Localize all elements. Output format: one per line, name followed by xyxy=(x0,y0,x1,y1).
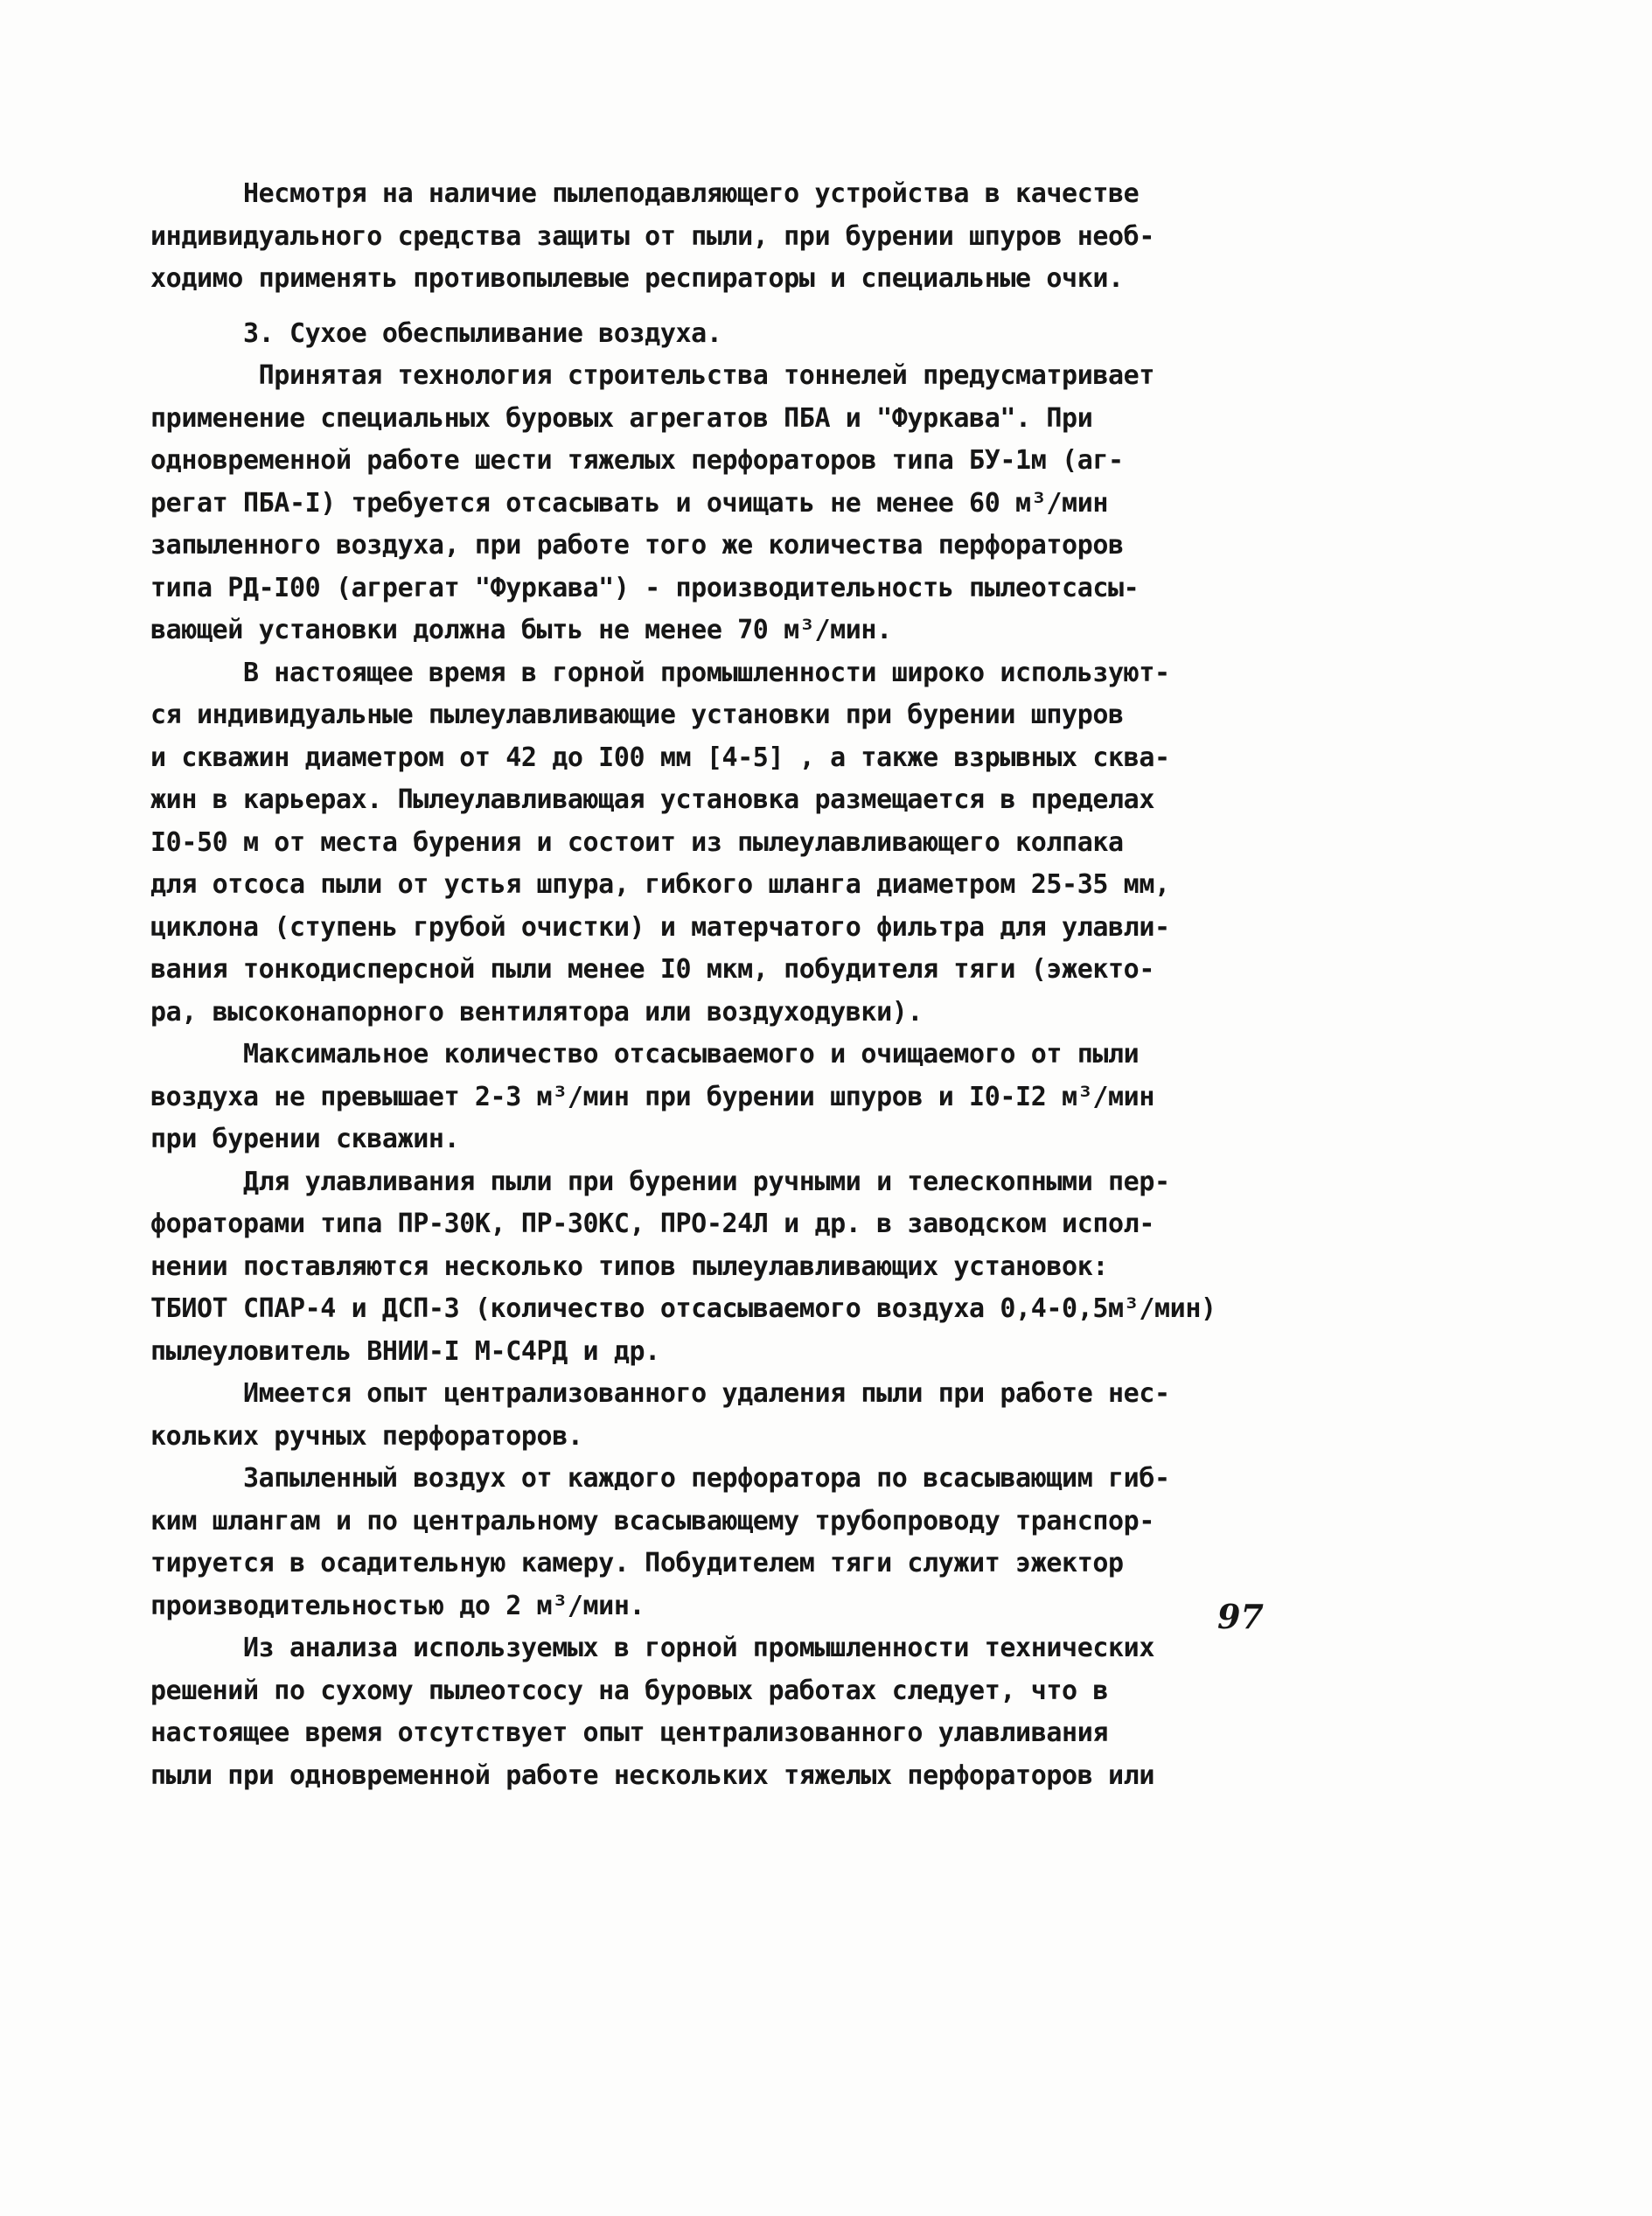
text-line: Принятая технология строительства тоннелей предусматривает xyxy=(150,360,1154,391)
text-line: решений по сухому пылеотсосу на буровых работах следует, что в xyxy=(150,1675,1109,1706)
text-line: тируется в осадительную камеру. Побудителем тяги служит эжектор xyxy=(150,1548,1124,1578)
text-line: кольких ручных перфораторов. xyxy=(150,1420,583,1452)
text-line: настоящее время отсутствует опыт централизованного улавливания xyxy=(150,1718,1109,1748)
body-text xyxy=(150,173,1322,1797)
heading-line: 3. Сухое обеспыливание воздуха. xyxy=(150,317,722,349)
text-line: при бурении скважин. xyxy=(150,1124,460,1154)
text-line: одновременной работе шести тяжелых перфораторов типа БУ-1м (аг- xyxy=(150,445,1124,476)
page-number: 97 xyxy=(1217,1597,1264,1636)
text-line: Запыленный воздух от каждого перфоратора по всасывающим гиб- xyxy=(150,1463,1170,1494)
text-line: и скважин диаметром от 42 до I00 мм [4-5] , а также взрывных сква- xyxy=(150,742,1170,773)
text-line: воздуха не превышает 2-3 м³/мин при бурении шпуров и I0-I2 м³/мин xyxy=(150,1081,1154,1112)
paragraph xyxy=(150,1627,1322,1797)
text-line: Имеется опыт централизованного удаления пыли при работе нес- xyxy=(150,1378,1170,1409)
paragraph xyxy=(150,173,1322,301)
text-line: Несмотря на наличие пылеподавляющего устройства в качестве xyxy=(150,178,1140,209)
text-line: регат ПБА-I) требуется отсасывать и очищать не менее 60 м³/мин xyxy=(150,487,1109,519)
text-line: применение специальных буровых агрегатов ПБА и "Фуркава". При xyxy=(150,402,1093,434)
text-line: ТБИОТ СПАР-4 и ДСП-3 (количество отсасываемого воздуха 0,4-0,5м³/мин) xyxy=(150,1293,1216,1324)
text-line: Максимальное количество отсасываемого и очищаемого от пыли xyxy=(150,1039,1140,1070)
paragraph-gap xyxy=(150,301,1322,313)
text-line: ся индивидуальные пылеулавливающие установки при бурении шпуров xyxy=(150,700,1124,730)
text-line: циклона (ступень грубой очистки) и матерчатого фильтра для улавли- xyxy=(150,911,1170,943)
paragraph xyxy=(150,355,1322,652)
text-line: Из анализа используемых в горной промышленности технических xyxy=(150,1633,1154,1663)
paragraph xyxy=(150,652,1322,1035)
paragraph xyxy=(150,1161,1322,1374)
text-line: запыленного воздуха, при работе того же количества перфораторов xyxy=(150,530,1124,561)
text-line: ра, высоконапорного вентилятора или воздуходувки). xyxy=(150,996,924,1028)
text-line: пылеуловитель ВНИИ-I М-С4РД и др. xyxy=(150,1335,660,1367)
text-line: ходимо применять противопылевые респираторы и специальные очки. xyxy=(150,263,1124,294)
text-line: нении поставляются несколько типов пылеулавливающих установок: xyxy=(150,1251,1109,1282)
text-line: жин в карьерах. Пылеулавливающая установка размещается в пределах xyxy=(150,784,1154,815)
text-line: В настоящее время в горной промышленности широко используют- xyxy=(150,657,1170,688)
text-line: ким шлангам и по центральному всасывающему трубопроводу транспор- xyxy=(150,1505,1154,1537)
text-line: для отсоса пыли от устья шпура, гибкого шланга диаметром 25-35 мм, xyxy=(150,869,1170,900)
text-line: пыли при одновременной работе нескольких тяжелых перфораторов или xyxy=(150,1760,1154,1791)
text-line: I0-50 м от места бурения и состоит из пылеулавливающего колпака xyxy=(150,826,1124,858)
text-line: фораторами типа ПР-30К, ПР-30КС, ПРО-24Л и др. в заводском испол- xyxy=(150,1209,1154,1239)
text-line: типа РД-I00 (агрегат "Фуркава") - производительность пылеотсасы- xyxy=(150,572,1140,603)
text-line: вающей установки должна быть не менее 70 м³/мин. xyxy=(150,615,892,645)
text-line: производительностью до 2 м³/мин. xyxy=(150,1590,645,1621)
text-line: Для улавливания пыли при бурении ручными и телескопными пер- xyxy=(150,1166,1170,1197)
text-line: индивидуального средства защиты от пыли, при бурении шпуров необ- xyxy=(150,220,1154,252)
paragraph xyxy=(150,1034,1322,1161)
paragraph xyxy=(150,1458,1322,1627)
paragraph xyxy=(150,1373,1322,1458)
text-line: вания тонкодисперсной пыли менее I0 мкм, побудителя тяги (эжекто- xyxy=(150,954,1154,985)
section-heading xyxy=(150,313,1322,356)
